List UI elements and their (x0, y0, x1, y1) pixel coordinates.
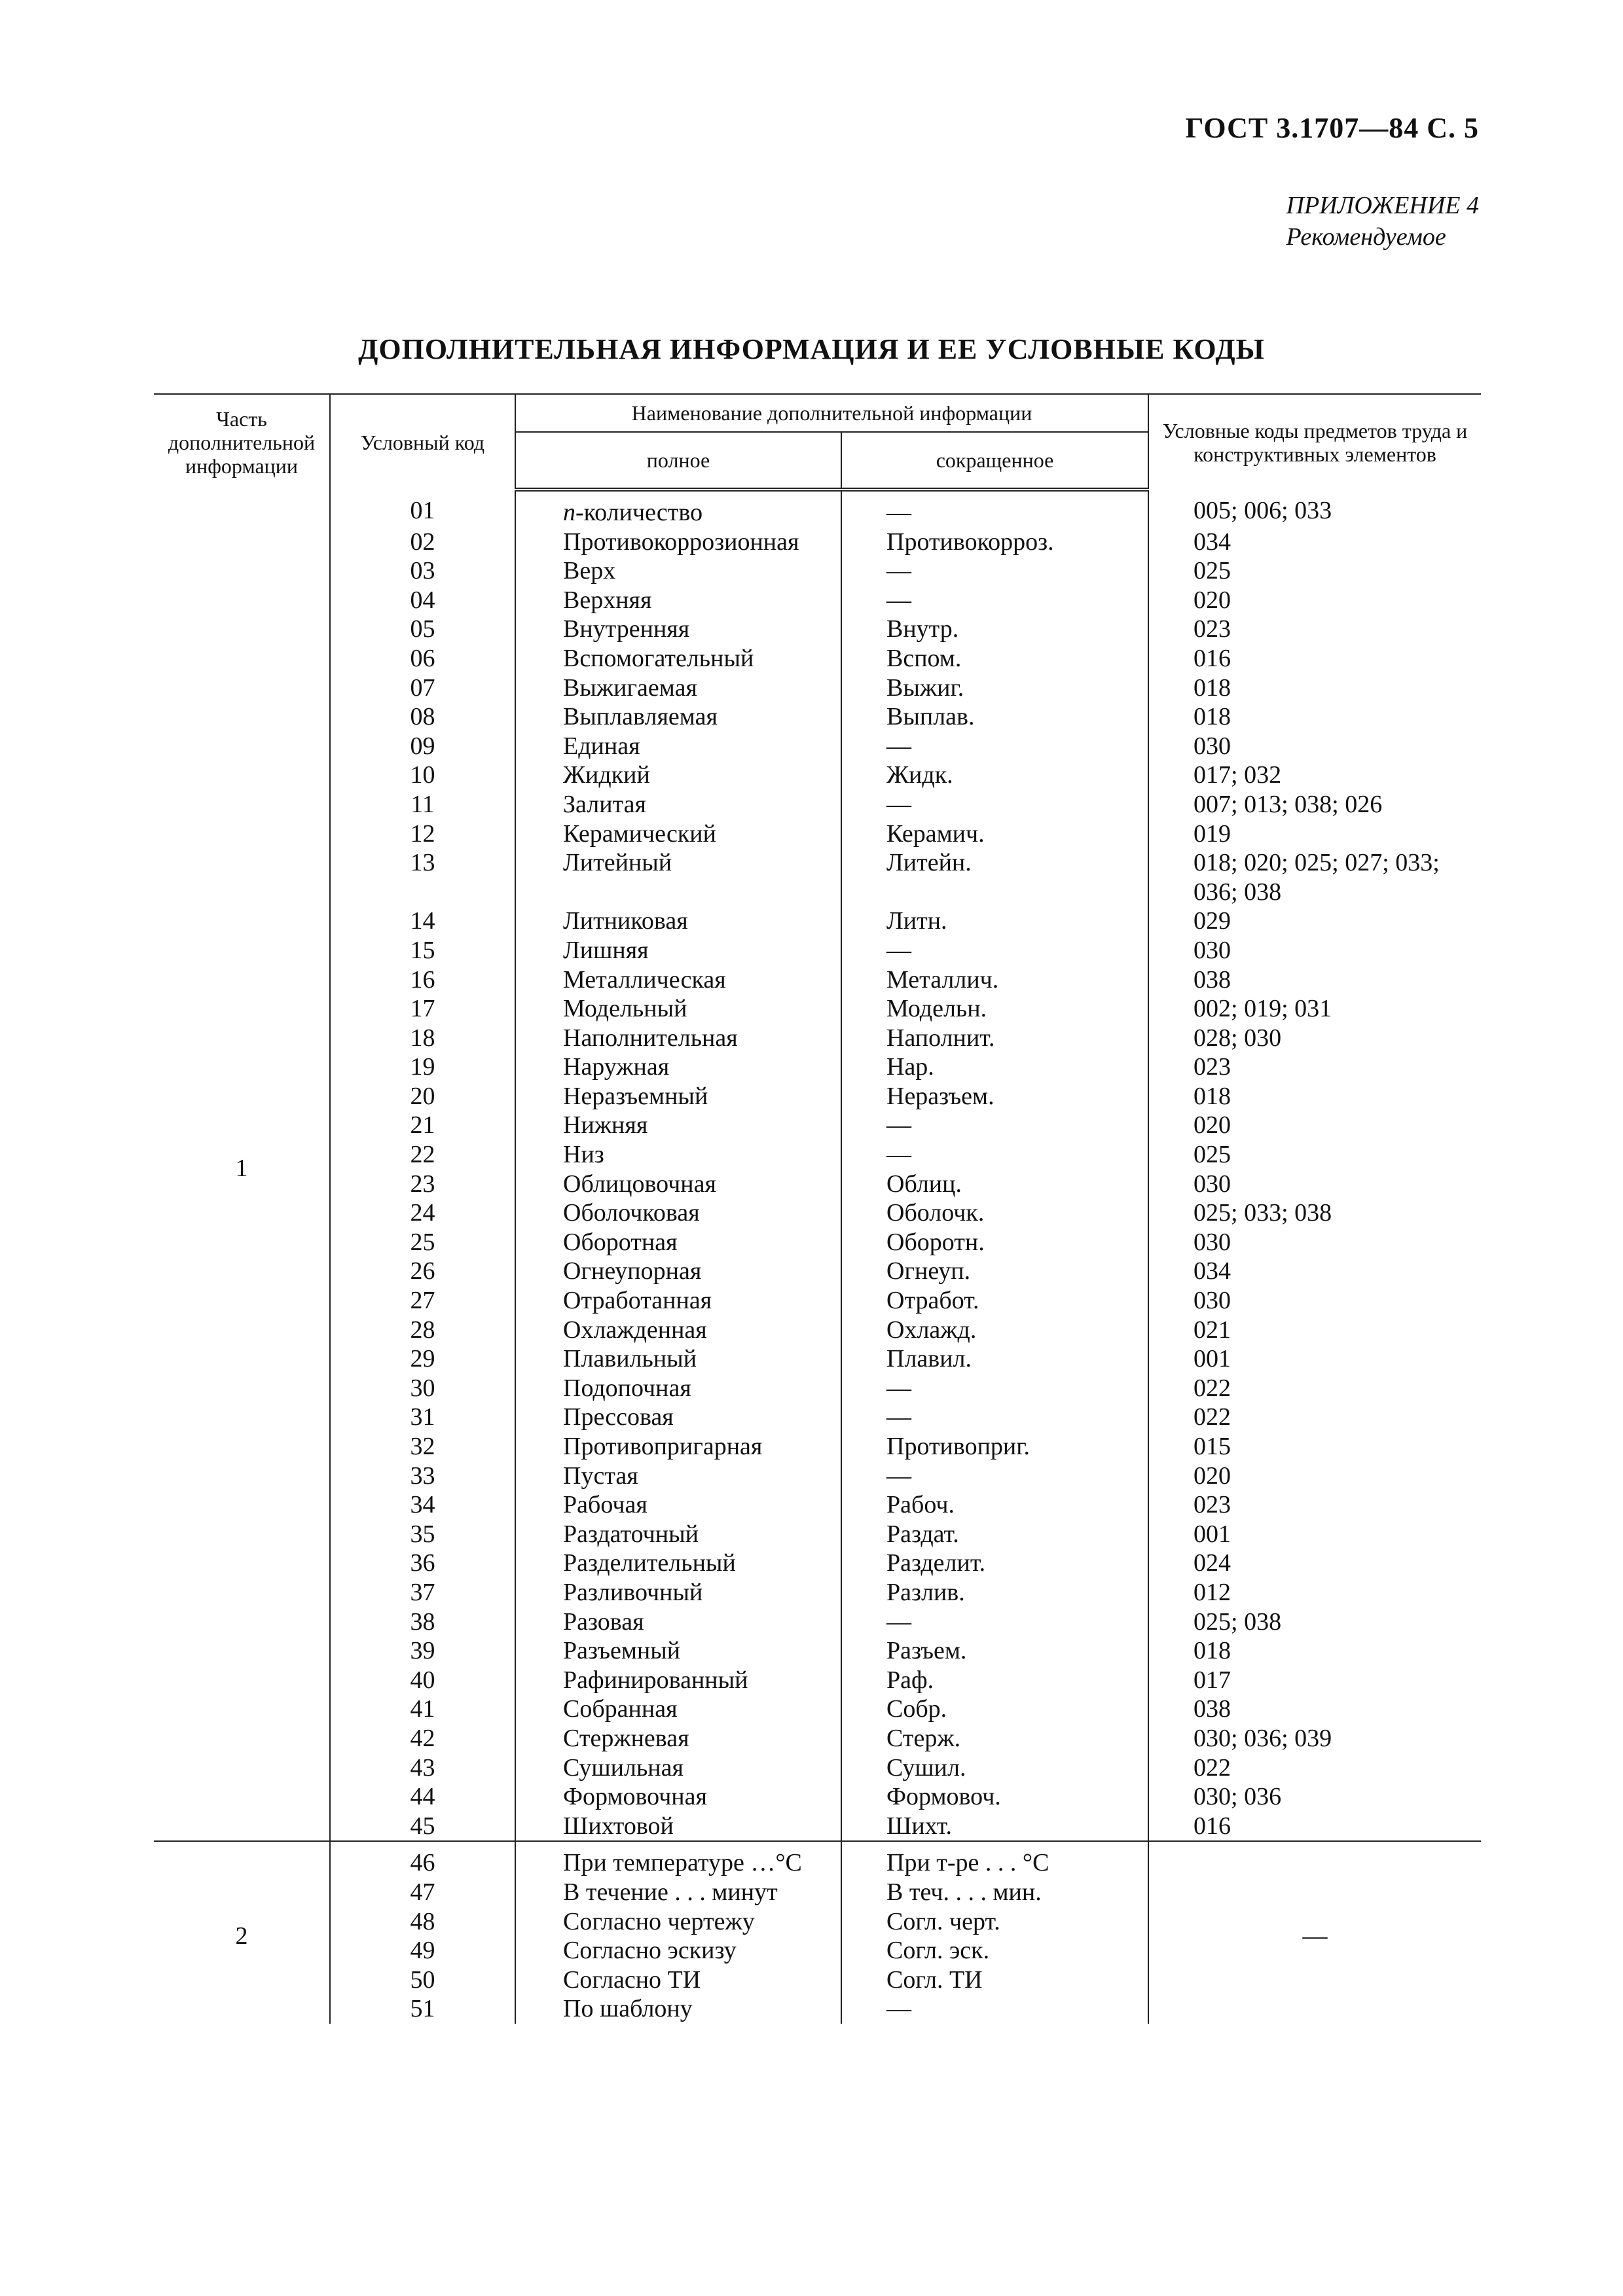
row-object-codes: 017 (1148, 1666, 1481, 1695)
row-short-name: Раздат. (841, 1520, 1148, 1549)
row-full-name: Литейный (515, 848, 841, 906)
table-row (154, 965, 1481, 995)
row-full-name: Низ (515, 1140, 841, 1170)
row-code: 34 (330, 1490, 515, 1520)
table-row (154, 790, 1481, 819)
row-short-name: Плавил. (841, 1344, 1148, 1374)
table-row (154, 1695, 1481, 1724)
row-short-name: — (841, 732, 1148, 761)
row-short-name: — (841, 1994, 1148, 2024)
appendix-label (1286, 190, 1479, 253)
row-full-name: Сушильная (515, 1753, 841, 1783)
row-object-codes: 025 (1148, 1140, 1481, 1170)
row-object-codes: 024 (1148, 1549, 1481, 1578)
row-code: 25 (330, 1228, 515, 1257)
row-short-name: Формовоч. (841, 1782, 1148, 1812)
table-row (154, 1578, 1481, 1607)
row-full-name: Отработанная (515, 1286, 841, 1316)
row-object-codes: 038 (1148, 1695, 1481, 1724)
table-row (154, 1812, 1481, 1842)
row-short-name: Жидк. (841, 761, 1148, 790)
table-row (154, 702, 1481, 732)
table-row (154, 528, 1481, 557)
row-full-name: Облицовочная (515, 1170, 841, 1199)
row-object-codes: 022 (1148, 1753, 1481, 1783)
row-full-name: Собранная (515, 1695, 841, 1724)
row-short-name: Литн. (841, 906, 1148, 936)
row-short-name: Нар. (841, 1052, 1148, 1082)
row-code: 19 (330, 1052, 515, 1082)
row-short-name: Литейн. (841, 848, 1148, 906)
row-code: 02 (330, 528, 515, 557)
table-row (154, 1198, 1481, 1228)
row-short-name: — (841, 790, 1148, 819)
row-short-name: При т-ре . . . °C (841, 1841, 1148, 1878)
row-code: 44 (330, 1782, 515, 1812)
row-full-name: Разъемный (515, 1636, 841, 1666)
row-code: 15 (330, 936, 515, 965)
row-short-name: Оборотн. (841, 1228, 1148, 1257)
row-short-name: — (841, 490, 1148, 528)
row-short-name: — (841, 936, 1148, 965)
row-short-name: Шихт. (841, 1812, 1148, 1842)
row-code: 30 (330, 1374, 515, 1403)
row-object-codes: 001 (1148, 1520, 1481, 1549)
table-row (154, 732, 1481, 761)
table-row (154, 1841, 1481, 1878)
table-row (154, 819, 1481, 849)
table-row (154, 1782, 1481, 1812)
row-object-codes: 005; 006; 033 (1148, 490, 1481, 528)
table-row (154, 1462, 1481, 1491)
row-full-name: Лишняя (515, 936, 841, 965)
row-short-name: Модельн. (841, 994, 1148, 1024)
row-code: 39 (330, 1636, 515, 1666)
row-code: 45 (330, 1812, 515, 1842)
table-row (154, 1344, 1481, 1374)
appendix-status: Рекомендуемое (1286, 223, 1446, 251)
row-object-codes: 038 (1148, 965, 1481, 995)
row-full-name: Шихтовой (515, 1812, 841, 1842)
row-full-name: При температуре …°C (515, 1841, 841, 1878)
row-full-name: Оболочковая (515, 1198, 841, 1228)
object-codes-line1: 018; 020; 025; 027; 033; (1194, 849, 1440, 877)
row-short-name: Рабоч. (841, 1490, 1148, 1520)
row-full-name: Выжигаемая (515, 673, 841, 703)
row-code: 11 (330, 790, 515, 819)
row-short-name: Противоприг. (841, 1432, 1148, 1462)
row-short-name: Стерж. (841, 1724, 1148, 1753)
row-short-name: Оболочк. (841, 1198, 1148, 1228)
row-code: 18 (330, 1024, 515, 1053)
row-full-name: Пустая (515, 1462, 841, 1491)
row-full-name: Оборотная (515, 1228, 841, 1257)
row-code: 28 (330, 1316, 515, 1345)
row-code: 40 (330, 1666, 515, 1695)
table-row (154, 761, 1481, 790)
row-code: 09 (330, 732, 515, 761)
row-code: 51 (330, 1994, 515, 2024)
row-full-name: Единая (515, 732, 841, 761)
header-short: сокращенное (841, 432, 1148, 490)
table-row (154, 1286, 1481, 1316)
row-full-name: Рабочая (515, 1490, 841, 1520)
row-full-name: Керамический (515, 819, 841, 849)
row-full-name: Жидкий (515, 761, 841, 790)
table-row (154, 1490, 1481, 1520)
row-code: 04 (330, 586, 515, 615)
row-code: 05 (330, 615, 515, 644)
row-short-name: Согл. черт. (841, 1907, 1148, 1937)
row-code: 47 (330, 1878, 515, 1907)
row-object-codes: 025; 038 (1148, 1607, 1481, 1637)
document-reference: ГОСТ 3.1707—84 С. 5 (1185, 112, 1479, 144)
table-title: ДОПОЛНИТЕЛЬНАЯ ИНФОРМАЦИЯ И ЕЕ УСЛОВНЫЕ КОДЫ (358, 333, 1265, 365)
row-object-codes: 023 (1148, 1490, 1481, 1520)
row-code: 26 (330, 1257, 515, 1286)
header-part: Часть дополнительной информации (154, 394, 330, 490)
table-row (154, 1111, 1481, 1140)
row-code: 08 (330, 702, 515, 732)
row-short-name: — (841, 1140, 1148, 1170)
table-row (154, 1520, 1481, 1549)
row-object-codes: 007; 013; 038; 026 (1148, 790, 1481, 819)
table-body (154, 490, 1481, 2024)
table-row (154, 1082, 1481, 1111)
row-full-name: Прессовая (515, 1403, 841, 1432)
row-object-codes: 020 (1148, 1111, 1481, 1140)
table-row (154, 1257, 1481, 1286)
row-code: 21 (330, 1111, 515, 1140)
row-object-codes: 030 (1148, 1286, 1481, 1316)
row-full-name: Наполнительная (515, 1024, 841, 1053)
row-object-codes: 022 (1148, 1374, 1481, 1403)
row-code: 12 (330, 819, 515, 849)
row-object-codes: 030; 036; 039 (1148, 1724, 1481, 1753)
row-short-name: Раф. (841, 1666, 1148, 1695)
row-short-name: Отработ. (841, 1286, 1148, 1316)
row-code: 36 (330, 1549, 515, 1578)
row-full-name: Нижняя (515, 1111, 841, 1140)
row-short-name: В теч. . . . мин. (841, 1878, 1148, 1907)
row-short-name: Металлич. (841, 965, 1148, 995)
row-object-codes: 023 (1148, 1052, 1481, 1082)
row-object-codes (1148, 848, 1481, 906)
row-object-codes: 001 (1148, 1344, 1481, 1374)
row-object-codes: 018 (1148, 1636, 1481, 1666)
row-full-name: Противопригарная (515, 1432, 841, 1462)
row-full-name: Разливочный (515, 1578, 841, 1607)
row-object-codes: 015 (1148, 1432, 1481, 1462)
row-full-name: Модельный (515, 994, 841, 1024)
row-code: 10 (330, 761, 515, 790)
row-code: 20 (330, 1082, 515, 1111)
row-short-name: — (841, 1111, 1148, 1140)
row-object-codes: 030 (1148, 1228, 1481, 1257)
row-code: 03 (330, 556, 515, 586)
row-short-name: Собр. (841, 1695, 1148, 1724)
row-full-name: Вспомогательный (515, 644, 841, 673)
row-object-codes: 020 (1148, 586, 1481, 615)
row-short-name: Наполнит. (841, 1024, 1148, 1053)
row-full-name: Плавильный (515, 1344, 841, 1374)
row-object-codes: 018 (1148, 1082, 1481, 1111)
row-code: 35 (330, 1520, 515, 1549)
row-short-name: Вспом. (841, 644, 1148, 673)
header-code: Условный код (330, 394, 515, 490)
row-full-name: Залитая (515, 790, 841, 819)
row-code: 37 (330, 1578, 515, 1607)
row-code: 38 (330, 1607, 515, 1637)
table-row (154, 1636, 1481, 1666)
row-object-codes: 034 (1148, 528, 1481, 557)
row-code: 16 (330, 965, 515, 995)
row-object-codes: 030 (1148, 732, 1481, 761)
row-short-name: Выжиг. (841, 673, 1148, 703)
table-header (154, 394, 1481, 490)
row-full-name: Согласно чертежу (515, 1907, 841, 1937)
row-code: 17 (330, 994, 515, 1024)
row-object-codes: 030; 036 (1148, 1782, 1481, 1812)
row-object-codes: 025 (1148, 556, 1481, 586)
row-short-name: Противокорроз. (841, 528, 1148, 557)
row-object-codes: 023 (1148, 615, 1481, 644)
row-full-name: Стержневая (515, 1724, 841, 1753)
row-short-name: Внутр. (841, 615, 1148, 644)
row-full-name: Верх (515, 556, 841, 586)
row-object-codes: 021 (1148, 1316, 1481, 1345)
row-full-name: Огнеупорная (515, 1257, 841, 1286)
row-code: 49 (330, 1936, 515, 1965)
row-full-name: Согласно эскизу (515, 1936, 841, 1965)
table-row (154, 1607, 1481, 1637)
row-object-codes: 016 (1148, 1812, 1481, 1842)
table-row (154, 586, 1481, 615)
row-object-codes: 016 (1148, 644, 1481, 673)
row-short-name: Сушил. (841, 1753, 1148, 1783)
row-full-name: Верхняя (515, 586, 841, 615)
row-full-name (515, 490, 841, 528)
row-short-name: — (841, 1374, 1148, 1403)
codes-table (154, 393, 1481, 2024)
row-short-name: Охлажд. (841, 1316, 1148, 1345)
table-row (154, 615, 1481, 644)
row-full-name: Разовая (515, 1607, 841, 1637)
row-object-codes: 029 (1148, 906, 1481, 936)
row-full-name: Формовочная (515, 1782, 841, 1812)
table-row (154, 936, 1481, 965)
table-row (154, 1316, 1481, 1345)
row-full-name: Выплавляемая (515, 702, 841, 732)
table-row (154, 1724, 1481, 1753)
table-row (154, 673, 1481, 703)
table-row (154, 1052, 1481, 1082)
row-short-name: Разделит. (841, 1549, 1148, 1578)
table-row (154, 1170, 1481, 1199)
row-code: 29 (330, 1344, 515, 1374)
row-object-codes: 018 (1148, 702, 1481, 732)
table-row (154, 906, 1481, 936)
row-full-name: Внутренняя (515, 615, 841, 644)
full-name-text: -количество (575, 499, 703, 526)
row-code: 23 (330, 1170, 515, 1199)
row-object-codes: 034 (1148, 1257, 1481, 1286)
row-code: 01 (330, 490, 515, 528)
row-code: 31 (330, 1403, 515, 1432)
table-row (154, 1403, 1481, 1432)
row-code: 07 (330, 673, 515, 703)
row-short-name: Неразъем. (841, 1082, 1148, 1111)
row-full-name: Раздаточный (515, 1520, 841, 1549)
header-full: полное (515, 432, 841, 490)
row-object-codes: 028; 030 (1148, 1024, 1481, 1053)
row-code: 41 (330, 1695, 515, 1724)
row-full-name: Охлажденная (515, 1316, 841, 1345)
row-code: 42 (330, 1724, 515, 1753)
row-full-name: Подопочная (515, 1374, 841, 1403)
header-name-group: Наименование дополнительной информации (515, 394, 1148, 432)
row-code: 24 (330, 1198, 515, 1228)
object-codes-line2: 036; 038 (1194, 878, 1282, 906)
row-short-name: — (841, 586, 1148, 615)
table-row (154, 1666, 1481, 1695)
row-object-codes: 022 (1148, 1403, 1481, 1432)
table-row (154, 1432, 1481, 1462)
table-row (154, 1374, 1481, 1403)
row-object-codes: 025; 033; 038 (1148, 1198, 1481, 1228)
row-short-name: Облиц. (841, 1170, 1148, 1199)
row-code: 32 (330, 1432, 515, 1462)
appendix-number: ПРИЛОЖЕНИЕ 4 (1286, 192, 1479, 219)
full-name-prefix: n (563, 499, 575, 526)
row-short-name: Согл. эск. (841, 1936, 1148, 1965)
table-row (154, 490, 1481, 528)
row-code: 22 (330, 1140, 515, 1170)
row-object-codes: 002; 019; 031 (1148, 994, 1481, 1024)
row-code: 43 (330, 1753, 515, 1783)
row-code: 33 (330, 1462, 515, 1491)
row-code: 46 (330, 1841, 515, 1878)
row-short-name: Разлив. (841, 1578, 1148, 1607)
row-object-codes: — (1148, 1841, 1481, 2024)
row-full-name: Противокоррозионная (515, 528, 841, 557)
row-object-codes: 020 (1148, 1462, 1481, 1491)
row-code: 27 (330, 1286, 515, 1316)
table-row (154, 1024, 1481, 1053)
row-code: 50 (330, 1965, 515, 1995)
row-object-codes: 030 (1148, 1170, 1481, 1199)
row-full-name: Неразъемный (515, 1082, 841, 1111)
table-row (154, 994, 1481, 1024)
table-row (154, 1753, 1481, 1783)
row-code: 13 (330, 848, 515, 906)
part-number: 1 (235, 1154, 248, 1182)
row-short-name: Разъем. (841, 1636, 1148, 1666)
row-short-name: — (841, 556, 1148, 586)
table-row (154, 644, 1481, 673)
row-full-name: Согласно ТИ (515, 1965, 841, 1995)
row-full-name: Литниковая (515, 906, 841, 936)
row-object-codes: 017; 032 (1148, 761, 1481, 790)
row-short-name: Огнеуп. (841, 1257, 1148, 1286)
part-number: 2 (154, 1841, 330, 2024)
row-full-name: В течение . . . минут (515, 1878, 841, 1907)
table-row (154, 1140, 1481, 1170)
table-row (154, 848, 1481, 906)
row-short-name: Согл. ТИ (841, 1965, 1148, 1995)
header-objects: Условные коды предметов труда и конструктивных элементов (1148, 394, 1481, 490)
row-short-name: — (841, 1462, 1148, 1491)
row-full-name: Рафинированный (515, 1666, 841, 1695)
row-short-name: Керамич. (841, 819, 1148, 849)
table-row (154, 1549, 1481, 1578)
row-short-name: — (841, 1607, 1148, 1637)
row-code: 06 (330, 644, 515, 673)
row-full-name: Разделительный (515, 1549, 841, 1578)
row-object-codes: 030 (1148, 936, 1481, 965)
row-code: 14 (330, 906, 515, 936)
row-object-codes: 012 (1148, 1578, 1481, 1607)
row-full-name: Наружная (515, 1052, 841, 1082)
row-short-name: Выплав. (841, 702, 1148, 732)
table-row (154, 1228, 1481, 1257)
row-code: 48 (330, 1907, 515, 1937)
row-full-name: По шаблону (515, 1994, 841, 2024)
table-row (154, 556, 1481, 586)
row-object-codes: 019 (1148, 819, 1481, 849)
row-object-codes: 018 (1148, 673, 1481, 703)
row-full-name: Металлическая (515, 965, 841, 995)
row-short-name: — (841, 1403, 1148, 1432)
